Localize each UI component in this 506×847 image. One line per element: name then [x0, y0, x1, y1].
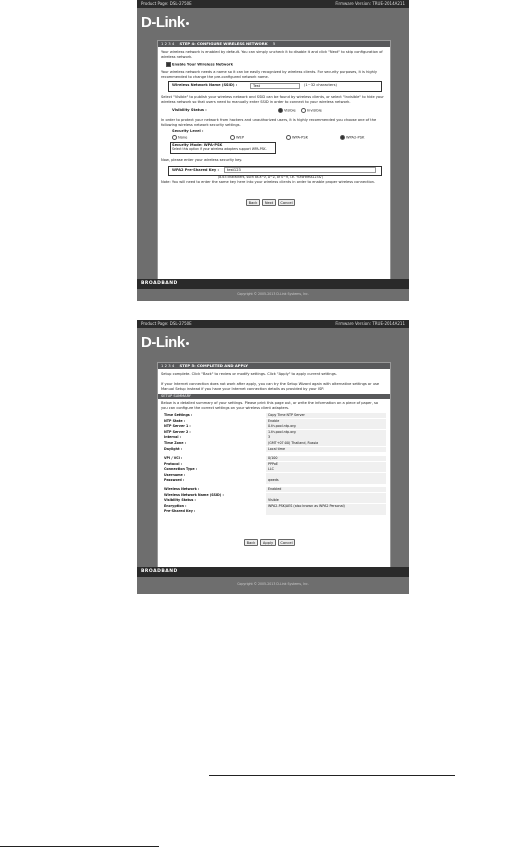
summary-key: Wireless Network Name (SSID) :	[164, 492, 224, 497]
wizard-panel	[157, 40, 391, 280]
copyright-text: Copyright © 2005-2013 D-Link Systems, Inc.	[237, 582, 309, 586]
firmware-text: Firmware Version: TRUE-2014A211	[335, 1, 405, 6]
product-page-text: Product Page: DSL-2750E	[141, 1, 192, 6]
summary-key: Interval :	[164, 435, 181, 440]
summary-row	[164, 509, 388, 514]
summary-group-time	[164, 413, 388, 453]
visibility-note: Select "Visible" to publish your wireless network and SSID can be found by wireless clients, or select "Invisible" to hide your wireless network so that users need to manually enter SSID in order to connect to your wireless network.	[161, 95, 384, 104]
checkbox-icon	[166, 62, 171, 67]
summary-row	[164, 493, 388, 498]
footer-bar: BROADBAND	[137, 279, 409, 289]
radio-selected-icon	[278, 108, 283, 113]
ssid-label: Wireless Network Name (SSID) :	[172, 83, 238, 87]
step-title: STEP 5: COMPLETED AND APPLY	[179, 363, 248, 368]
visible-radio[interactable]: Visible	[278, 108, 296, 113]
summary-value: Copy Time NTP Server	[266, 413, 386, 418]
radio-icon	[230, 135, 235, 140]
security-mode-note: Select this option if your wireless adapters support WPA-PSK.	[172, 147, 267, 151]
horizontal-rule	[209, 775, 455, 776]
summary-key: NTP Server 1 :	[164, 424, 191, 429]
summary-row	[164, 504, 388, 509]
invisible-radio[interactable]: Invisible	[301, 108, 322, 113]
summary-value: 0/100	[266, 456, 386, 461]
summary-value: 1.th.pool.ntp.org	[266, 430, 386, 435]
summary-value: Local time	[266, 447, 386, 452]
summary-key: Visibility Status :	[164, 498, 196, 503]
psk-label: WPA2 Pre-Shared Key :	[172, 167, 219, 172]
security-level-label: Security Level :	[172, 129, 204, 133]
summary-row	[164, 419, 388, 424]
psk-note: Note: You will need to enter the same key here into your wireless clients in order to enable proper wireless connection.	[161, 180, 376, 184]
summary-row	[164, 478, 388, 483]
summary-key: Time Zone :	[164, 441, 186, 445]
psk-hint: (8-63 characters, such as a~z, A~Z, or 0~9, i.e. '%Fortress123&')	[218, 175, 324, 179]
summary-row	[164, 487, 388, 492]
summary-row	[164, 473, 388, 478]
summary-key: Protocol :	[164, 461, 182, 466]
radio-icon	[172, 135, 177, 140]
radio-icon	[286, 135, 291, 140]
summary-note: Below is a detailed summary of your settings. Please print this page out, or write the information on a piece of paper, so you can configure the correct settings on your wireless client adapters.	[161, 401, 379, 410]
step-header: 1 2 3 4 STEP 5: COMPLETED AND APPLY	[158, 363, 390, 369]
cancel-button[interactable]: Cancel	[278, 539, 295, 546]
summary-value: 3	[266, 435, 386, 440]
summary-value: PPPoE	[266, 462, 386, 467]
intro-text-2: If your Internet connection does not work after apply, you can try the Setup Wizard again with alternative settings or use Manual Setup instead if you have your Internet connection details as provided by your ISP.	[161, 382, 380, 391]
ssid-note: Your wireless network needs a name so it can be easily recognized by wireless clients. For security purposes, it is highly recommended to change the pre-configured network name.	[161, 70, 378, 79]
summary-value	[266, 509, 386, 514]
psk-input[interactable]: test123	[224, 167, 376, 173]
apply-button[interactable]: Apply	[260, 539, 276, 546]
summary-key: Encryption :	[164, 503, 187, 508]
sec-wep-radio[interactable]: WEP	[230, 135, 244, 140]
screenshot-summary-step	[137, 320, 409, 594]
radio-icon	[301, 108, 306, 113]
summary-value: 0.th.pool.ntp.org	[266, 424, 386, 429]
summary-value: (GMT+07:00) Thailand, Russia	[266, 441, 386, 446]
summary-row	[164, 435, 388, 440]
summary-row	[164, 441, 388, 446]
step-header: 1 2 3 4 STEP 4: CONFIGURE WIRELESS NETWORK 5	[158, 41, 390, 47]
summary-value	[266, 473, 386, 478]
summary-value: Enabled	[266, 487, 386, 492]
enable-wireless-checkbox[interactable]: Enable Your Wireless Network	[166, 62, 233, 67]
summary-row	[164, 424, 388, 429]
summary-key: NTP Server 2 :	[164, 429, 191, 434]
top-bar	[137, 320, 409, 328]
summary-row	[164, 498, 388, 503]
summary-value: qweds	[266, 478, 386, 483]
summary-group-wireless	[164, 487, 388, 515]
back-button[interactable]: Back	[246, 199, 260, 206]
ssid-input[interactable]: Test	[250, 83, 300, 89]
firmware-text: Firmware Version: TRUE-2014A211	[335, 321, 405, 326]
summary-group-wan	[164, 456, 388, 484]
key-note: Now, please enter your wireless security key.	[161, 158, 243, 162]
summary-value: Enable	[266, 419, 386, 424]
summary-row	[164, 462, 388, 467]
sec-none-radio[interactable]: None	[172, 135, 187, 140]
summary-row	[164, 413, 388, 418]
summary-row	[164, 456, 388, 461]
sec-wpapsk-radio[interactable]: WPA-PSK	[286, 135, 308, 140]
summary-value: Visible	[266, 498, 386, 503]
summary-key: Password :	[164, 478, 185, 483]
footer-bar: BROADBAND	[137, 567, 409, 577]
cancel-button[interactable]: Cancel	[278, 199, 295, 206]
sec-wpa2psk-radio[interactable]: WPA2-PSK	[340, 135, 364, 140]
summary-key: Wireless Network :	[164, 487, 200, 491]
dlink-logo: D-Link	[141, 14, 190, 31]
summary-key: NTP State :	[164, 418, 186, 423]
summary-row	[164, 467, 388, 472]
summary-value: LLC	[266, 467, 386, 472]
summary-row	[164, 430, 388, 435]
screenshot-wireless-step	[137, 0, 409, 301]
dlink-logo: D-Link	[141, 334, 190, 351]
summary-key: VPI / VCI :	[164, 456, 183, 460]
summary-row	[164, 447, 388, 452]
security-note: In order to protect your network from hackers and unauthorized users, it is highly recommended you choose one of the following wireless network security settings.	[161, 118, 377, 127]
wizard-panel	[157, 362, 391, 574]
visibility-label: Visibility Status :	[172, 108, 207, 112]
security-mode-text: Security Mode: WPA-PSK	[172, 142, 223, 147]
radio-selected-icon	[340, 135, 345, 140]
summary-key: Daylight :	[164, 446, 183, 451]
back-button[interactable]: Back	[244, 539, 258, 546]
summary-value: WPA2-PSK/AES (also known as WPA2 Personal)	[266, 504, 386, 509]
step-title: STEP 4: CONFIGURE WIRELESS NETWORK	[179, 41, 268, 46]
product-page-text: Product Page: DSL-2750E	[141, 321, 192, 326]
summary-key: Connection Type :	[164, 467, 198, 472]
summary-key: Time Settings :	[164, 413, 193, 417]
summary-value	[266, 493, 386, 498]
top-bar	[137, 0, 409, 8]
summary-key: Pre-Shared Key :	[164, 509, 196, 514]
copyright-text: Copyright © 2005-2013 D-Link Systems, Inc.	[237, 292, 309, 296]
summary-key: Username :	[164, 472, 186, 477]
intro-text: Your wireless network is enabled by default. You can simply uncheck it to disable it and click "Next" to skip configuration of wireless network.	[161, 50, 383, 59]
next-button[interactable]: Next	[262, 199, 276, 206]
ssid-hint: (1~32 characters)	[304, 83, 337, 87]
intro-text-1: Setup complete. Click "Back" to review or modify settings. Click "Apply" to apply current settings.	[161, 372, 337, 376]
summary-header: SETUP SUMMARY	[158, 394, 390, 399]
